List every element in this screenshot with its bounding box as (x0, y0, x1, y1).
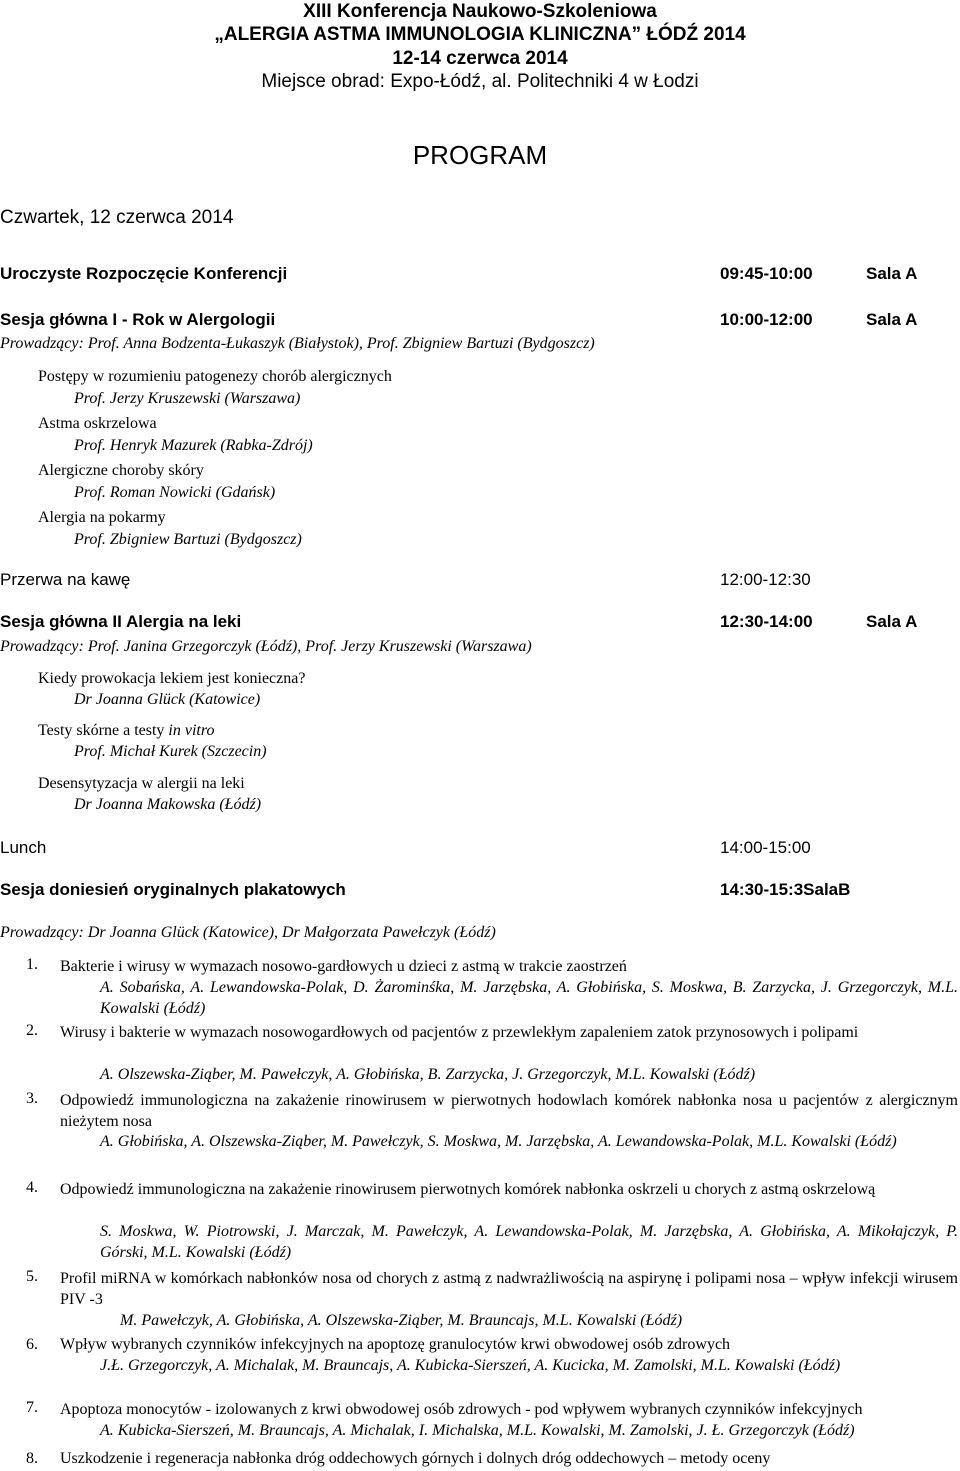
conference-subtitle: „ALERGIA ASTMA IMMUNOLOGIA KLINICZNA” ŁÓDŹ 2014 (214, 24, 746, 45)
poster-title: Wirusy i bakterie w wymazach nosowogardłowych od pacjentów z przewlekłym zapaleniem zatok przynosowych i polipami (60, 1024, 859, 1041)
opening-time: 09:45-10:00 (720, 264, 813, 283)
poster-authors: M. Pawełczyk, A. Głobińska, A. Olszewska-Ziąber, M. Brauncajs, M.L. Kowalski (Łódź) (120, 1312, 683, 1329)
talk-title: Kiedy prowokacja lekiem jest konieczna? (38, 670, 306, 687)
talk-title: Alergia na pokarmy (38, 509, 166, 526)
session2-room: Sala A (866, 612, 918, 631)
session1-chairs: Prowadzący: Prof. Anna Bodzenta-Łukaszyk (Białystok), Prof. Zbigniew Bartuzi (Bydgoszcz) (0, 335, 595, 352)
talk-speaker: Dr Joanna Makowska (Łódź) (74, 796, 262, 813)
poster-number: 6. (26, 1336, 38, 1353)
poster-number: 3. (26, 1090, 38, 1107)
talk-speaker: Dr Joanna Glück (Katowice) (74, 691, 261, 708)
poster-number: 4. (26, 1179, 38, 1196)
poster-title: Wpływ wybranych czynników infekcyjnych na apoptozę granulocytów krwi obwodowej osób zdrowych (60, 1336, 731, 1353)
opening-room: Sala A (866, 264, 918, 283)
session1-room: Sala A (866, 310, 918, 329)
session1-time: 10:00-12:00 (720, 310, 813, 329)
talk-speaker: Prof. Roman Nowicki (Gdańsk) (74, 484, 276, 501)
session2-title: Sesja główna II Alergia na leki (0, 612, 242, 631)
talk-title: Astma oskrzelowa (38, 415, 157, 432)
break-time: 12:00-12:30 (720, 570, 811, 589)
poster-authors: A. Sobańska, A. Lewandowska-Polak, D. Żarominśka, M. Jarzębska, A. Głobińska, S. Moskwa, B. Zarzycka, J. Grzegorczyk, M.L. Kowalski (Łódź) (100, 979, 958, 1017)
poster-title: Profil miRNA w komórkach nabłonków nosa od chorych z astmą z nadwrażliwością na aspirynę i polipami nosa – wpływ infekcji wirusem PIV -3 (60, 1270, 958, 1308)
session2-time: 12:30-14:00 (720, 612, 813, 631)
day-heading: Czwartek, 12 czerwca 2014 (0, 207, 234, 228)
talk-title-italic: in vitro (168, 722, 215, 739)
talk-title: Alergiczne choroby skóry (38, 462, 204, 479)
poster-authors: J.Ł. Grzegorczyk, A. Michalak, M. Brauncajs, A. Kubicka-Sierszeń, A. Kucicka, M. Zamolski, M.L. Kowalski (Łódź) (100, 1357, 841, 1374)
talk-speaker: Prof. Zbigniew Bartuzi (Bydgoszcz) (74, 531, 302, 548)
conference-dates: 12-14 czerwca 2014 (392, 48, 568, 69)
talk-title-text: Testy skórne a testy (38, 722, 169, 739)
session3-chairs: Prowadzący: Dr Joanna Glück (Katowice), Dr Małgorzata Pawełczyk (Łódź) (0, 924, 496, 941)
opening-title: Uroczyste Rozpoczęcie Konferencji (0, 264, 288, 283)
poster-number: 2. (26, 1022, 38, 1039)
talk-speaker: Prof. Jerzy Kruszewski (Warszawa) (74, 390, 301, 407)
poster-title: Apoptoza monocytów - izolowanych z krwi obwodowej osób zdrowych - pod wpływem wybranych czynników infekcyjnych (60, 1401, 863, 1418)
poster-authors: A. Głobińska, A. Olszewska-Ziąber, M. Pawełczyk, S. Moskwa, M. Jarzębska, A. Lewandowska-Polak, M.L. Kowalski (Łódź) (100, 1133, 897, 1150)
poster-title: Odpowiedź immunologiczna na zakażenie rinowirusem pierwotnych komórek nabłonka oskrzeli u chorych z astmą oskrzelową (60, 1181, 876, 1198)
poster-authors: A. Olszewska-Ziąber, M. Pawełczyk, A. Głobińska, B. Zarzycka, J. Grzegorczyk, M.L. Kowalski (Łódź) (100, 1066, 756, 1083)
talk-title: Desensytyzacja w alergii na leki (38, 775, 245, 792)
break-title: Przerwa na kawę (0, 570, 131, 589)
lunch-time: 14:00-15:00 (720, 838, 811, 857)
conference-venue: Miejsce obrad: Expo-Łódź, al. Politechniki 4 w Łodzi (261, 71, 699, 92)
session3-time: 14:30-15:3SalaB (720, 880, 851, 899)
poster-title: Bakterie i wirusy w wymazach nosowo-gardłowych u dzieci z astmą w trakcie zaostrzeń (60, 958, 627, 975)
lunch-title: Lunch (0, 838, 47, 857)
conference-title: XIII Konferencja Naukowo-Szkoleniowa (303, 1, 657, 22)
poster-number: 7. (26, 1399, 38, 1416)
talk-title: Postępy w rozumieniu patogenezy chorób alergicznych (38, 368, 392, 385)
poster-number: 8. (26, 1450, 38, 1467)
poster-title: Uszkodzenie i regeneracja nabłonka dróg oddechowych górnych i dolnych dróg oddechowych – metody oceny (60, 1450, 771, 1467)
session2-chairs: Prowadzący: Prof. Janina Grzegorczyk (Łódź), Prof. Jerzy Kruszewski (Warszawa) (0, 638, 532, 655)
talk-speaker: Prof. Michał Kurek (Szczecin) (74, 743, 267, 760)
program-heading: PROGRAM (412, 140, 548, 170)
session3-title: Sesja doniesień oryginalnych plakatowych (0, 880, 346, 899)
poster-number: 1. (26, 956, 38, 973)
poster-title: Odpowiedź immunologiczna na zakażenie rinowirusem w pierwotnych hodowlach komórek nabłonka nosa u pacjentów z alergicznym nieżytem nosa (60, 1092, 958, 1130)
poster-number: 5. (26, 1268, 38, 1285)
poster-authors: A. Kubicka-Sierszeń, M. Brauncajs, A. Michalak, I. Michalska, M.L. Kowalski, M. Zamolski, J. Ł. Grzegorczyk (Łódź) (100, 1422, 855, 1439)
poster-authors: S. Moskwa, W. Piotrowski, J. Marczak, M. Pawełczyk, A. Lewandowska-Polak, M. Jarzębska, A. Głobińska, A. Mikołajczyk, P. Górski, M.L. Kowalski (Łódź) (100, 1223, 958, 1261)
talk-title (38, 722, 214, 740)
session1-title: Sesja główna I - Rok w Alergologii (0, 310, 276, 329)
talk-speaker: Prof. Henryk Mazurek (Rabka-Zdrój) (74, 437, 313, 454)
